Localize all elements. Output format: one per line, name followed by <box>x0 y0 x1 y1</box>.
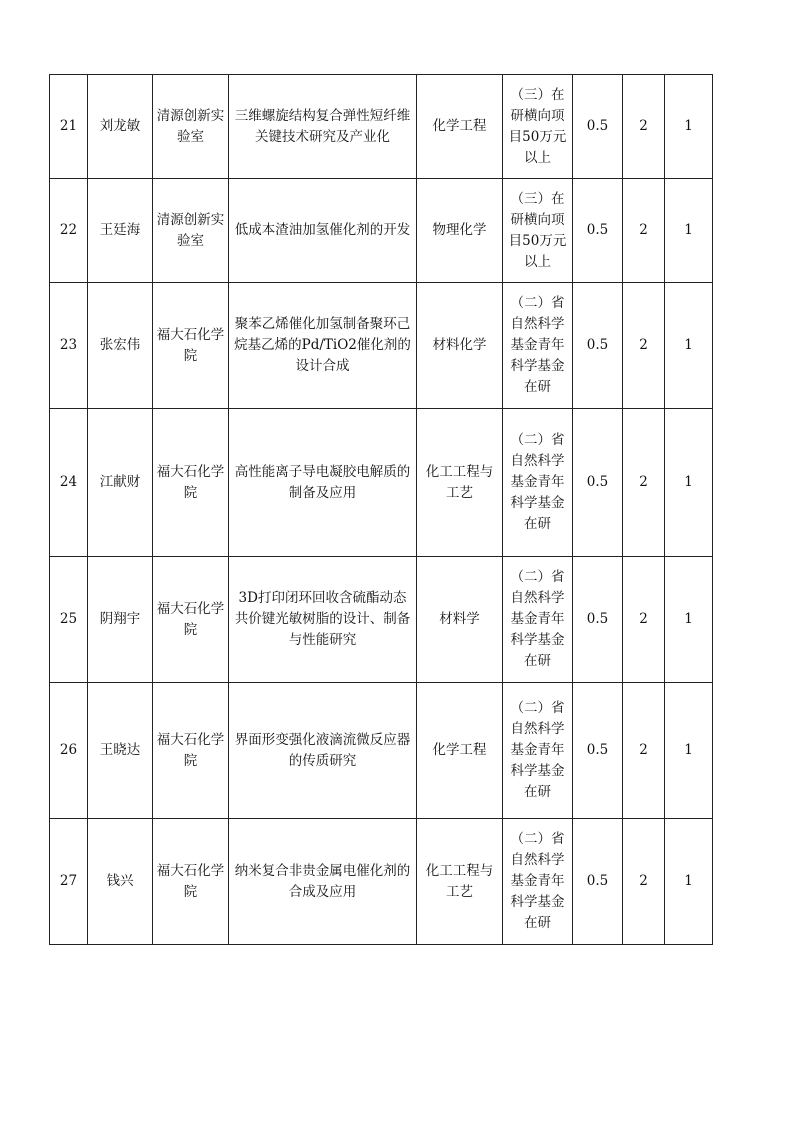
table-row <box>50 179 713 283</box>
count-a: 2 <box>623 819 665 945</box>
project-title: 3D打印闭环回收含硫酯动态共价键光敏树脂的设计、制备与性能研究 <box>229 557 417 683</box>
table-row <box>50 409 713 557</box>
count-a: 2 <box>623 409 665 557</box>
project-title: 纳米复合非贵金属电催化剂的合成及应用 <box>229 819 417 945</box>
table-row <box>50 283 713 409</box>
row-number: 27 <box>50 819 88 945</box>
discipline: 化学工程 <box>417 75 503 179</box>
count-b: 1 <box>665 409 713 557</box>
affiliation: 福大石化学院 <box>153 409 229 557</box>
affiliation: 福大石化学院 <box>153 557 229 683</box>
project-level: （二）省自然科学基金青年科学基金在研 <box>503 557 573 683</box>
count-a: 2 <box>623 75 665 179</box>
score: 0.5 <box>573 409 623 557</box>
score: 0.5 <box>573 819 623 945</box>
discipline: 化学工程 <box>417 683 503 819</box>
score: 0.5 <box>573 557 623 683</box>
discipline: 化工工程与工艺 <box>417 819 503 945</box>
row-number: 25 <box>50 557 88 683</box>
project-level: （二）省自然科学基金青年科学基金在研 <box>503 283 573 409</box>
count-a: 2 <box>623 283 665 409</box>
count-b: 1 <box>665 75 713 179</box>
score: 0.5 <box>573 283 623 409</box>
count-b: 1 <box>665 683 713 819</box>
table-row <box>50 75 713 179</box>
row-number: 21 <box>50 75 88 179</box>
person-name: 刘龙敏 <box>88 75 153 179</box>
affiliation: 清源创新实验室 <box>153 75 229 179</box>
row-number: 23 <box>50 283 88 409</box>
discipline: 材料学 <box>417 557 503 683</box>
row-number: 26 <box>50 683 88 819</box>
count-a: 2 <box>623 683 665 819</box>
project-level: （二）省自然科学基金青年科学基金在研 <box>503 409 573 557</box>
affiliation: 福大石化学院 <box>153 283 229 409</box>
project-level: （二）省自然科学基金青年科学基金在研 <box>503 683 573 819</box>
count-b: 1 <box>665 283 713 409</box>
score: 0.5 <box>573 683 623 819</box>
project-title: 界面形变强化液滴流微反应器的传质研究 <box>229 683 417 819</box>
project-title: 高性能离子导电凝胶电解质的制备及应用 <box>229 409 417 557</box>
count-b: 1 <box>665 179 713 283</box>
affiliation: 福大石化学院 <box>153 683 229 819</box>
discipline: 化工工程与工艺 <box>417 409 503 557</box>
score: 0.5 <box>573 75 623 179</box>
project-title: 三维螺旋结构复合弹性短纤维关键技术研究及产业化 <box>229 75 417 179</box>
row-number: 22 <box>50 179 88 283</box>
row-number: 24 <box>50 409 88 557</box>
project-title: 低成本渣油加氢催化剂的开发 <box>229 179 417 283</box>
table-row <box>50 819 713 945</box>
project-title: 聚苯乙烯催化加氢制备聚环己烷基乙烯的Pd/TiO2催化剂的设计合成 <box>229 283 417 409</box>
project-level: （二）省自然科学基金青年科学基金在研 <box>503 819 573 945</box>
score: 0.5 <box>573 179 623 283</box>
table-row <box>50 557 713 683</box>
person-name: 阴翔宇 <box>88 557 153 683</box>
affiliation: 福大石化学院 <box>153 819 229 945</box>
person-name: 王晓达 <box>88 683 153 819</box>
count-a: 2 <box>623 179 665 283</box>
table-row <box>50 683 713 819</box>
project-table <box>49 74 713 945</box>
person-name: 张宏伟 <box>88 283 153 409</box>
affiliation: 清源创新实验室 <box>153 179 229 283</box>
person-name: 王廷海 <box>88 179 153 283</box>
project-level: （三）在研横向项目50万元以上 <box>503 75 573 179</box>
project-level: （三）在研横向项目50万元以上 <box>503 179 573 283</box>
discipline: 材料化学 <box>417 283 503 409</box>
person-name: 江献财 <box>88 409 153 557</box>
count-a: 2 <box>623 557 665 683</box>
person-name: 钱兴 <box>88 819 153 945</box>
count-b: 1 <box>665 819 713 945</box>
discipline: 物理化学 <box>417 179 503 283</box>
count-b: 1 <box>665 557 713 683</box>
